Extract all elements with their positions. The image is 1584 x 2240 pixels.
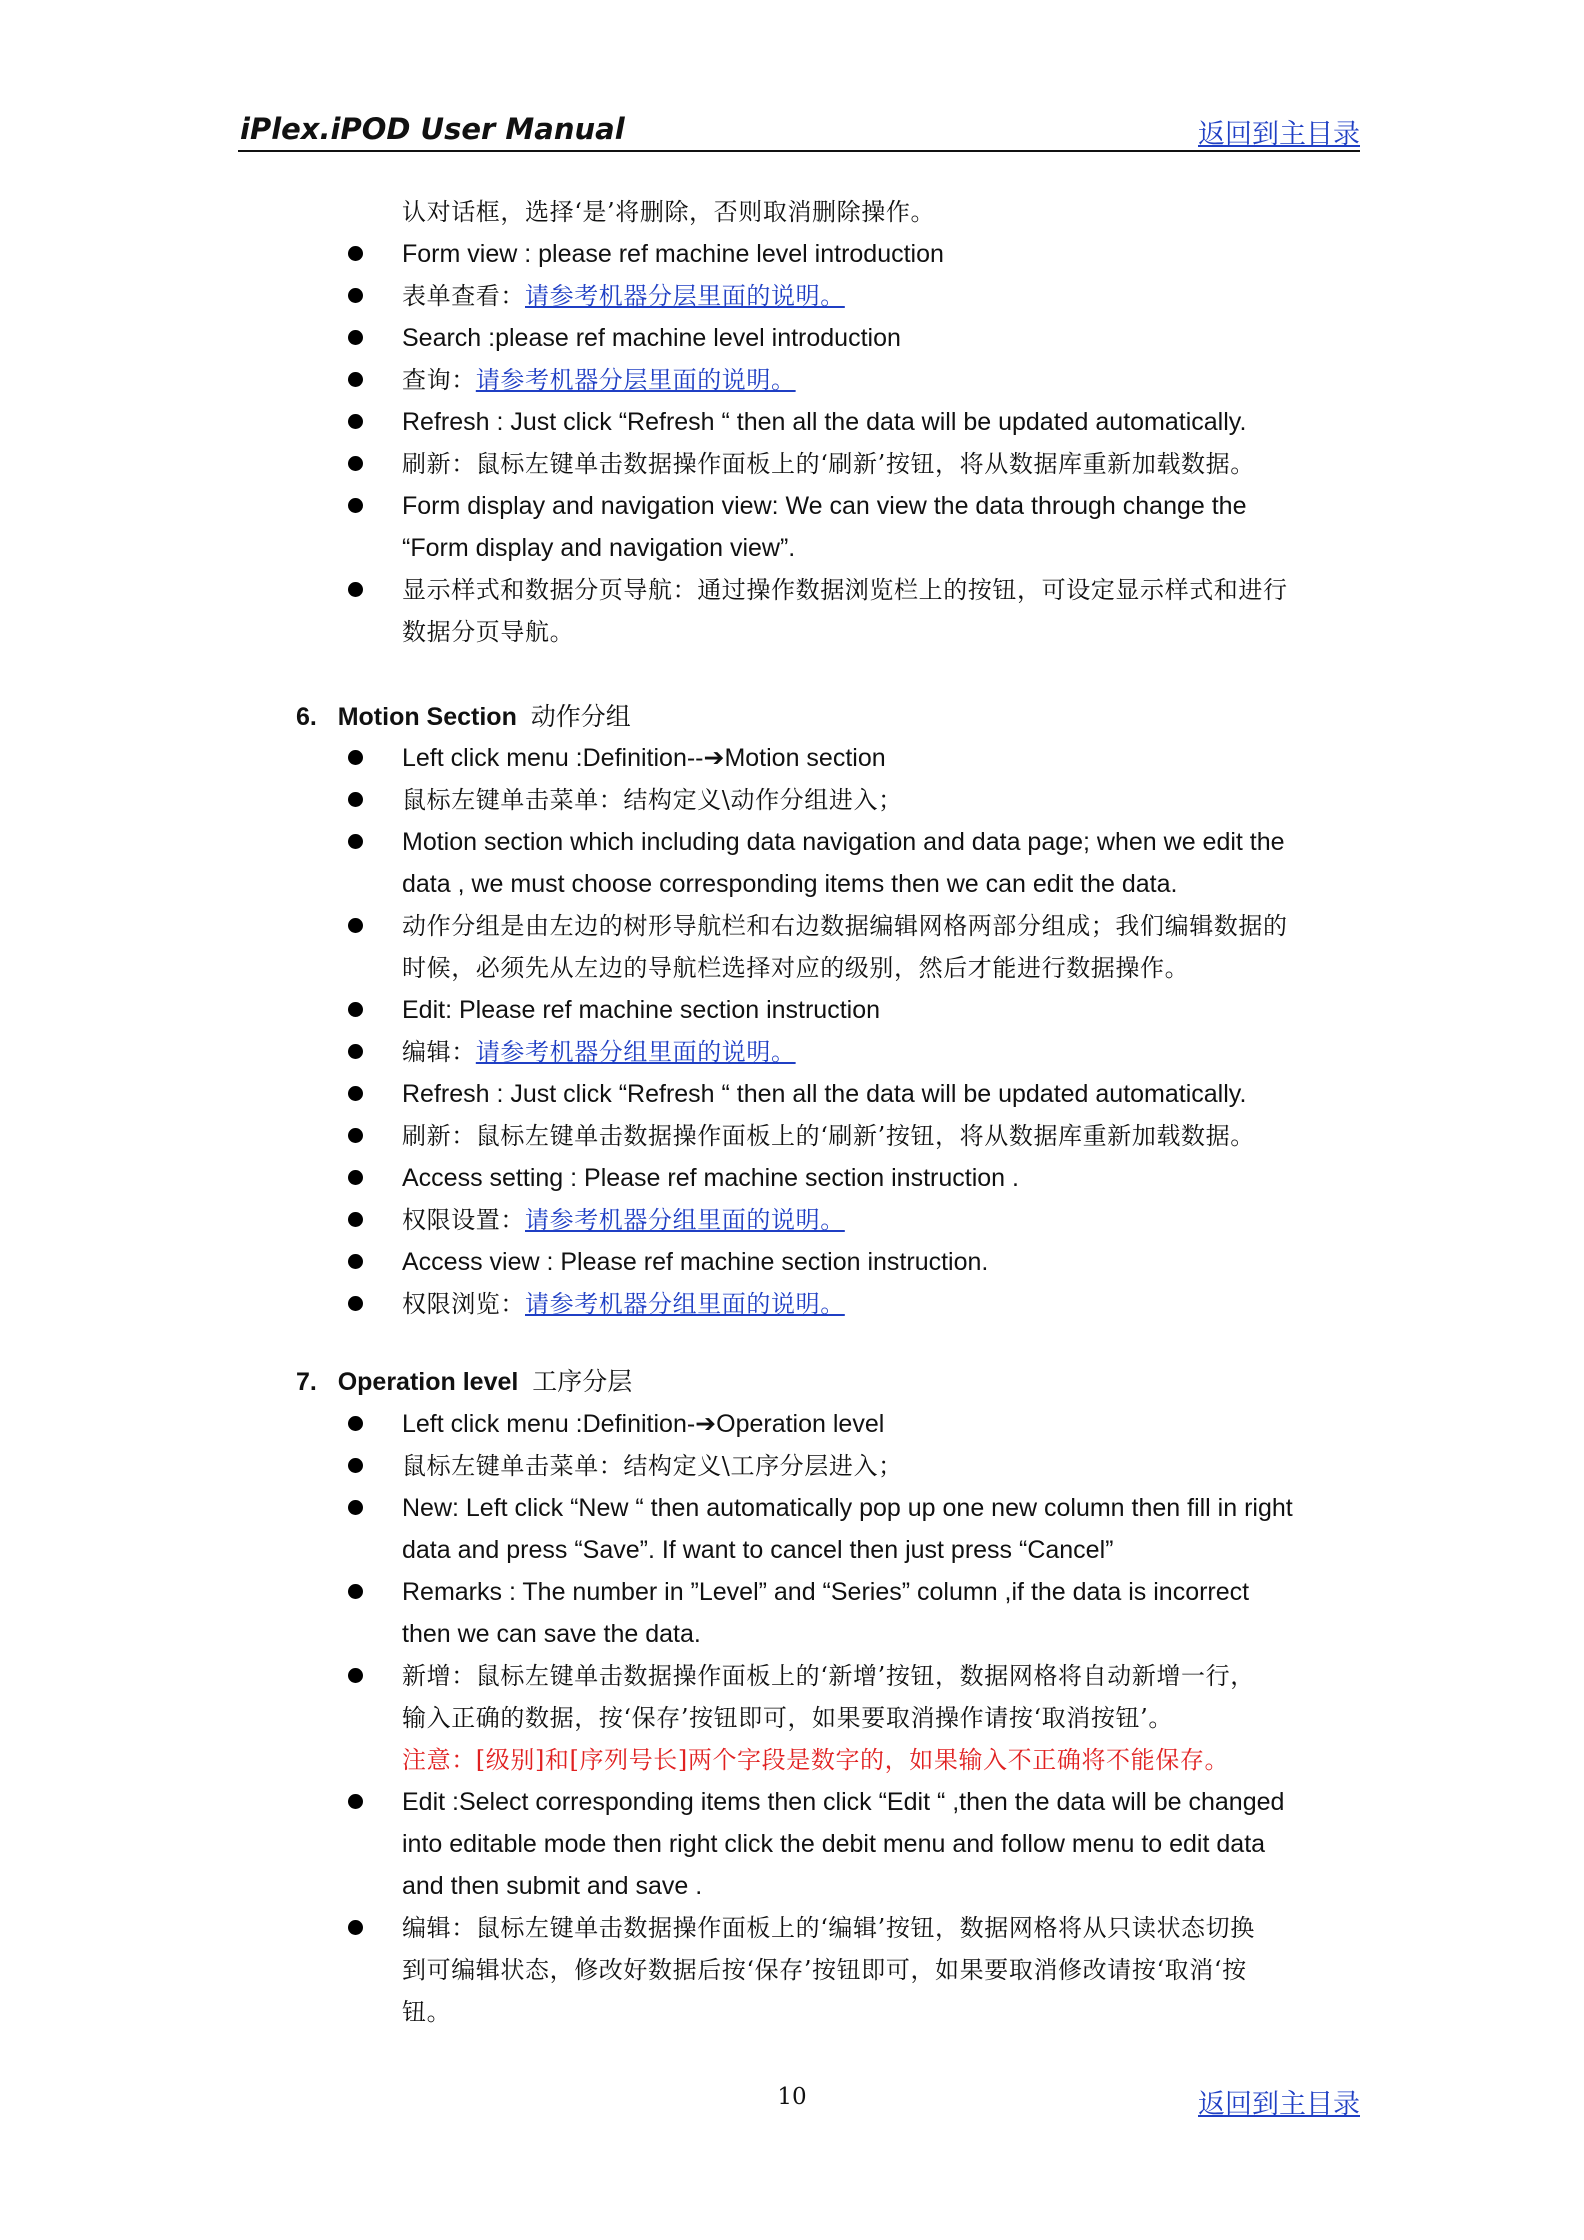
note-text: 注意：[级别]和[序列号长]两个字段是数字的，如果输入不正确将不能保存。 (402, 1746, 1230, 1774)
list-item (0, 1032, 1584, 1074)
item-label: 编辑： (402, 1038, 476, 1066)
item-text: 刷新：鼠标左键单击数据操作面板上的‘刷新’按钮，将从数据库重新加载数据。 (402, 450, 1255, 478)
list-item (0, 486, 1584, 528)
bullet-icon (348, 1794, 363, 1809)
bullet-icon (348, 1296, 363, 1311)
section-title-zh: 工序分层 (532, 1367, 633, 1396)
item-text (402, 1036, 796, 1068)
list-item (0, 192, 1584, 234)
list-item (0, 1242, 1584, 1284)
list-item (0, 1284, 1584, 1326)
list-item (0, 1782, 1584, 1824)
list-item-continuation (0, 1530, 1584, 1572)
bullet-icon (348, 414, 363, 429)
bullet-icon (348, 1212, 363, 1227)
bullet-icon (348, 1086, 363, 1101)
list-item-continuation (0, 528, 1584, 570)
item-text: and then submit and save . (402, 1872, 703, 1900)
list-item (0, 1074, 1584, 1116)
item-text: 显示样式和数据分页导航：通过操作数据浏览栏上的按钮，可设定显示样式和进行 (402, 576, 1288, 604)
bullet-icon (348, 750, 363, 765)
item-text: 动作分组是由左边的树形导航栏和右边数据编辑网格两部分组成；我们编辑数据的 (402, 912, 1288, 940)
bullet-icon (348, 1458, 363, 1473)
item-text: 输入正确的数据，按‘保存’按钮即可，如果要取消操作请按‘取消按钮’。 (402, 1704, 1173, 1732)
bullet-icon (348, 288, 363, 303)
item-text: Access view : Please ref machine section instruction. (402, 1248, 989, 1276)
list-item (0, 318, 1584, 360)
item-text: “Form display and navigation view”. (402, 534, 796, 562)
list-item (0, 990, 1584, 1032)
item-text (402, 364, 796, 396)
section-heading-motion (296, 701, 631, 733)
item-text: 到可编辑状态，修改好数据后按‘保存’按钮即可，如果要取消修改请按‘取消‘按 (402, 1956, 1247, 1984)
list-item (0, 1656, 1584, 1698)
item-text: 鼠标左键单击菜单：结构定义\工序分层进入； (402, 1452, 903, 1480)
bullet-icon (348, 1254, 363, 1269)
item-text: 钮。 (402, 1998, 452, 2026)
item-text: 鼠标左键单击菜单：结构定义\动作分组进入； (402, 786, 903, 814)
item-text: Access setting : Please ref machine section instruction . (402, 1164, 1019, 1192)
item-label: 表单查看： (402, 282, 525, 310)
list-item (0, 444, 1584, 486)
bullet-icon (348, 834, 363, 849)
bullet-icon (348, 246, 363, 261)
item-text (402, 1288, 845, 1320)
bullet-icon (348, 792, 363, 807)
reference-link[interactable]: 请参考机器分层里面的说明。 (475, 366, 796, 394)
list-item (0, 276, 1584, 318)
item-text: 数据分页导航。 (402, 618, 575, 646)
reference-link[interactable]: 请参考机器分组里面的说明。 (525, 1206, 845, 1234)
item-text: data and press “Save”. If want to cancel then just press “Cancel” (402, 1536, 1114, 1564)
list-item (0, 1158, 1584, 1200)
bullet-icon (348, 1044, 363, 1059)
list-item (0, 780, 1584, 822)
list-item (0, 738, 1584, 780)
list-item (0, 822, 1584, 864)
item-text: 刷新：鼠标左键单击数据操作面板上的‘刷新’按钮，将从数据库重新加载数据。 (402, 1122, 1255, 1150)
item-text: 时候，必须先从左边的导航栏选择对应的级别，然后才能进行数据操作。 (402, 954, 1190, 982)
item-text: data , we must choose corresponding items then we can edit the data. (402, 870, 1178, 898)
list-item (0, 402, 1584, 444)
item-text: New: Left click “New “ then automatically pop up one new column then fill in right (402, 1494, 1293, 1522)
list-item (0, 1572, 1584, 1614)
continuation-text: 认对话框，选择‘是’将删除，否则取消删除操作。 (402, 198, 936, 226)
list-item-continuation (0, 612, 1584, 654)
item-text: Edit: Please ref machine section instruction (402, 996, 881, 1024)
section-title-zh: 动作分组 (530, 702, 631, 731)
list-item-continuation (0, 1866, 1584, 1908)
section-title: Motion Section (337, 703, 517, 731)
item-text (402, 1204, 845, 1236)
manual-title: iPlex.iPOD User Manual (240, 112, 625, 146)
bullet-icon (348, 456, 363, 471)
list-item (0, 1116, 1584, 1158)
item-text: Refresh : Just click “Refresh “ then all the data will be updated automatically. (402, 408, 1247, 436)
bullet-icon (348, 1500, 363, 1515)
bullet-icon (348, 582, 363, 597)
item-text: then we can save the data. (402, 1620, 701, 1648)
item-text: Remarks : The number in ”Level” and “Series” column ,if the data is incorrect (402, 1578, 1250, 1606)
bullet-icon (348, 1128, 363, 1143)
item-text (402, 280, 845, 312)
list-item (0, 570, 1584, 612)
item-label: 查询： (402, 366, 476, 394)
list-item-continuation (0, 1992, 1584, 2034)
back-to-toc-link-top[interactable]: 返回到主目录 (1198, 119, 1360, 150)
list-item (0, 1908, 1584, 1950)
header-divider (238, 150, 1360, 152)
section-heading-operation (296, 1366, 632, 1398)
list-item-continuation (0, 1824, 1584, 1866)
bullet-icon (348, 498, 363, 513)
list-item (0, 1488, 1584, 1530)
list-item-continuation (0, 1950, 1584, 1992)
item-text: Left click menu :Definition--➔Motion section (402, 744, 886, 772)
list-item (0, 1200, 1584, 1242)
bullet-icon (348, 1416, 363, 1431)
list-item (0, 234, 1584, 276)
bullet-icon (348, 1668, 363, 1683)
item-text: Left click menu :Definition-➔Operation level (402, 1410, 885, 1438)
bullet-icon (348, 1170, 363, 1185)
bullet-icon (348, 330, 363, 345)
list-item (0, 1446, 1584, 1488)
item-text: Motion section which including data navigation and data page; when we edit the (402, 828, 1285, 856)
list-item-continuation (0, 1614, 1584, 1656)
list-item (0, 906, 1584, 948)
section-number: 7. (296, 1368, 317, 1396)
reference-link[interactable]: 请参考机器分组里面的说明。 (525, 1290, 845, 1318)
bullet-icon (348, 372, 363, 387)
warning-note (0, 1740, 1584, 1782)
page-number: 10 (777, 2084, 807, 2110)
list-item-continuation (0, 1698, 1584, 1740)
list-item-continuation (0, 864, 1584, 906)
bullet-icon (348, 918, 363, 933)
item-label: 权限浏览： (402, 1290, 525, 1318)
item-text: Form view : please ref machine level introduction (402, 240, 944, 268)
item-text: 新增：鼠标左键单击数据操作面板上的‘新增’按钮，数据网格将自动新增一行， (402, 1662, 1255, 1690)
section-title: Operation level (337, 1368, 519, 1396)
bullet-icon (348, 1584, 363, 1599)
item-text: Refresh : Just click “Refresh “ then all the data will be updated automatically. (402, 1080, 1247, 1108)
list-item (0, 360, 1584, 402)
item-label: 权限设置： (402, 1206, 525, 1234)
reference-link[interactable]: 请参考机器分组里面的说明。 (475, 1038, 796, 1066)
section-number: 6. (296, 703, 317, 731)
item-text: Edit :Select corresponding items then click “Edit “ ,then the data will be changed (402, 1788, 1285, 1816)
bullet-icon (348, 1002, 363, 1017)
item-text: Search :please ref machine level introduction (402, 324, 901, 352)
item-text: Form display and navigation view: We can view the data through change the (402, 492, 1247, 520)
reference-link[interactable]: 请参考机器分层里面的说明。 (525, 282, 845, 310)
list-item (0, 1404, 1584, 1446)
item-text: 编辑：鼠标左键单击数据操作面板上的‘编辑’按钮，数据网格将从只读状态切换 (402, 1914, 1255, 1942)
back-to-toc-link-bottom[interactable]: 返回到主目录 (1198, 2089, 1360, 2120)
bullet-icon (348, 1920, 363, 1935)
list-item-continuation (0, 948, 1584, 990)
item-text: into editable mode then right click the debit menu and follow menu to edit data (402, 1830, 1266, 1858)
